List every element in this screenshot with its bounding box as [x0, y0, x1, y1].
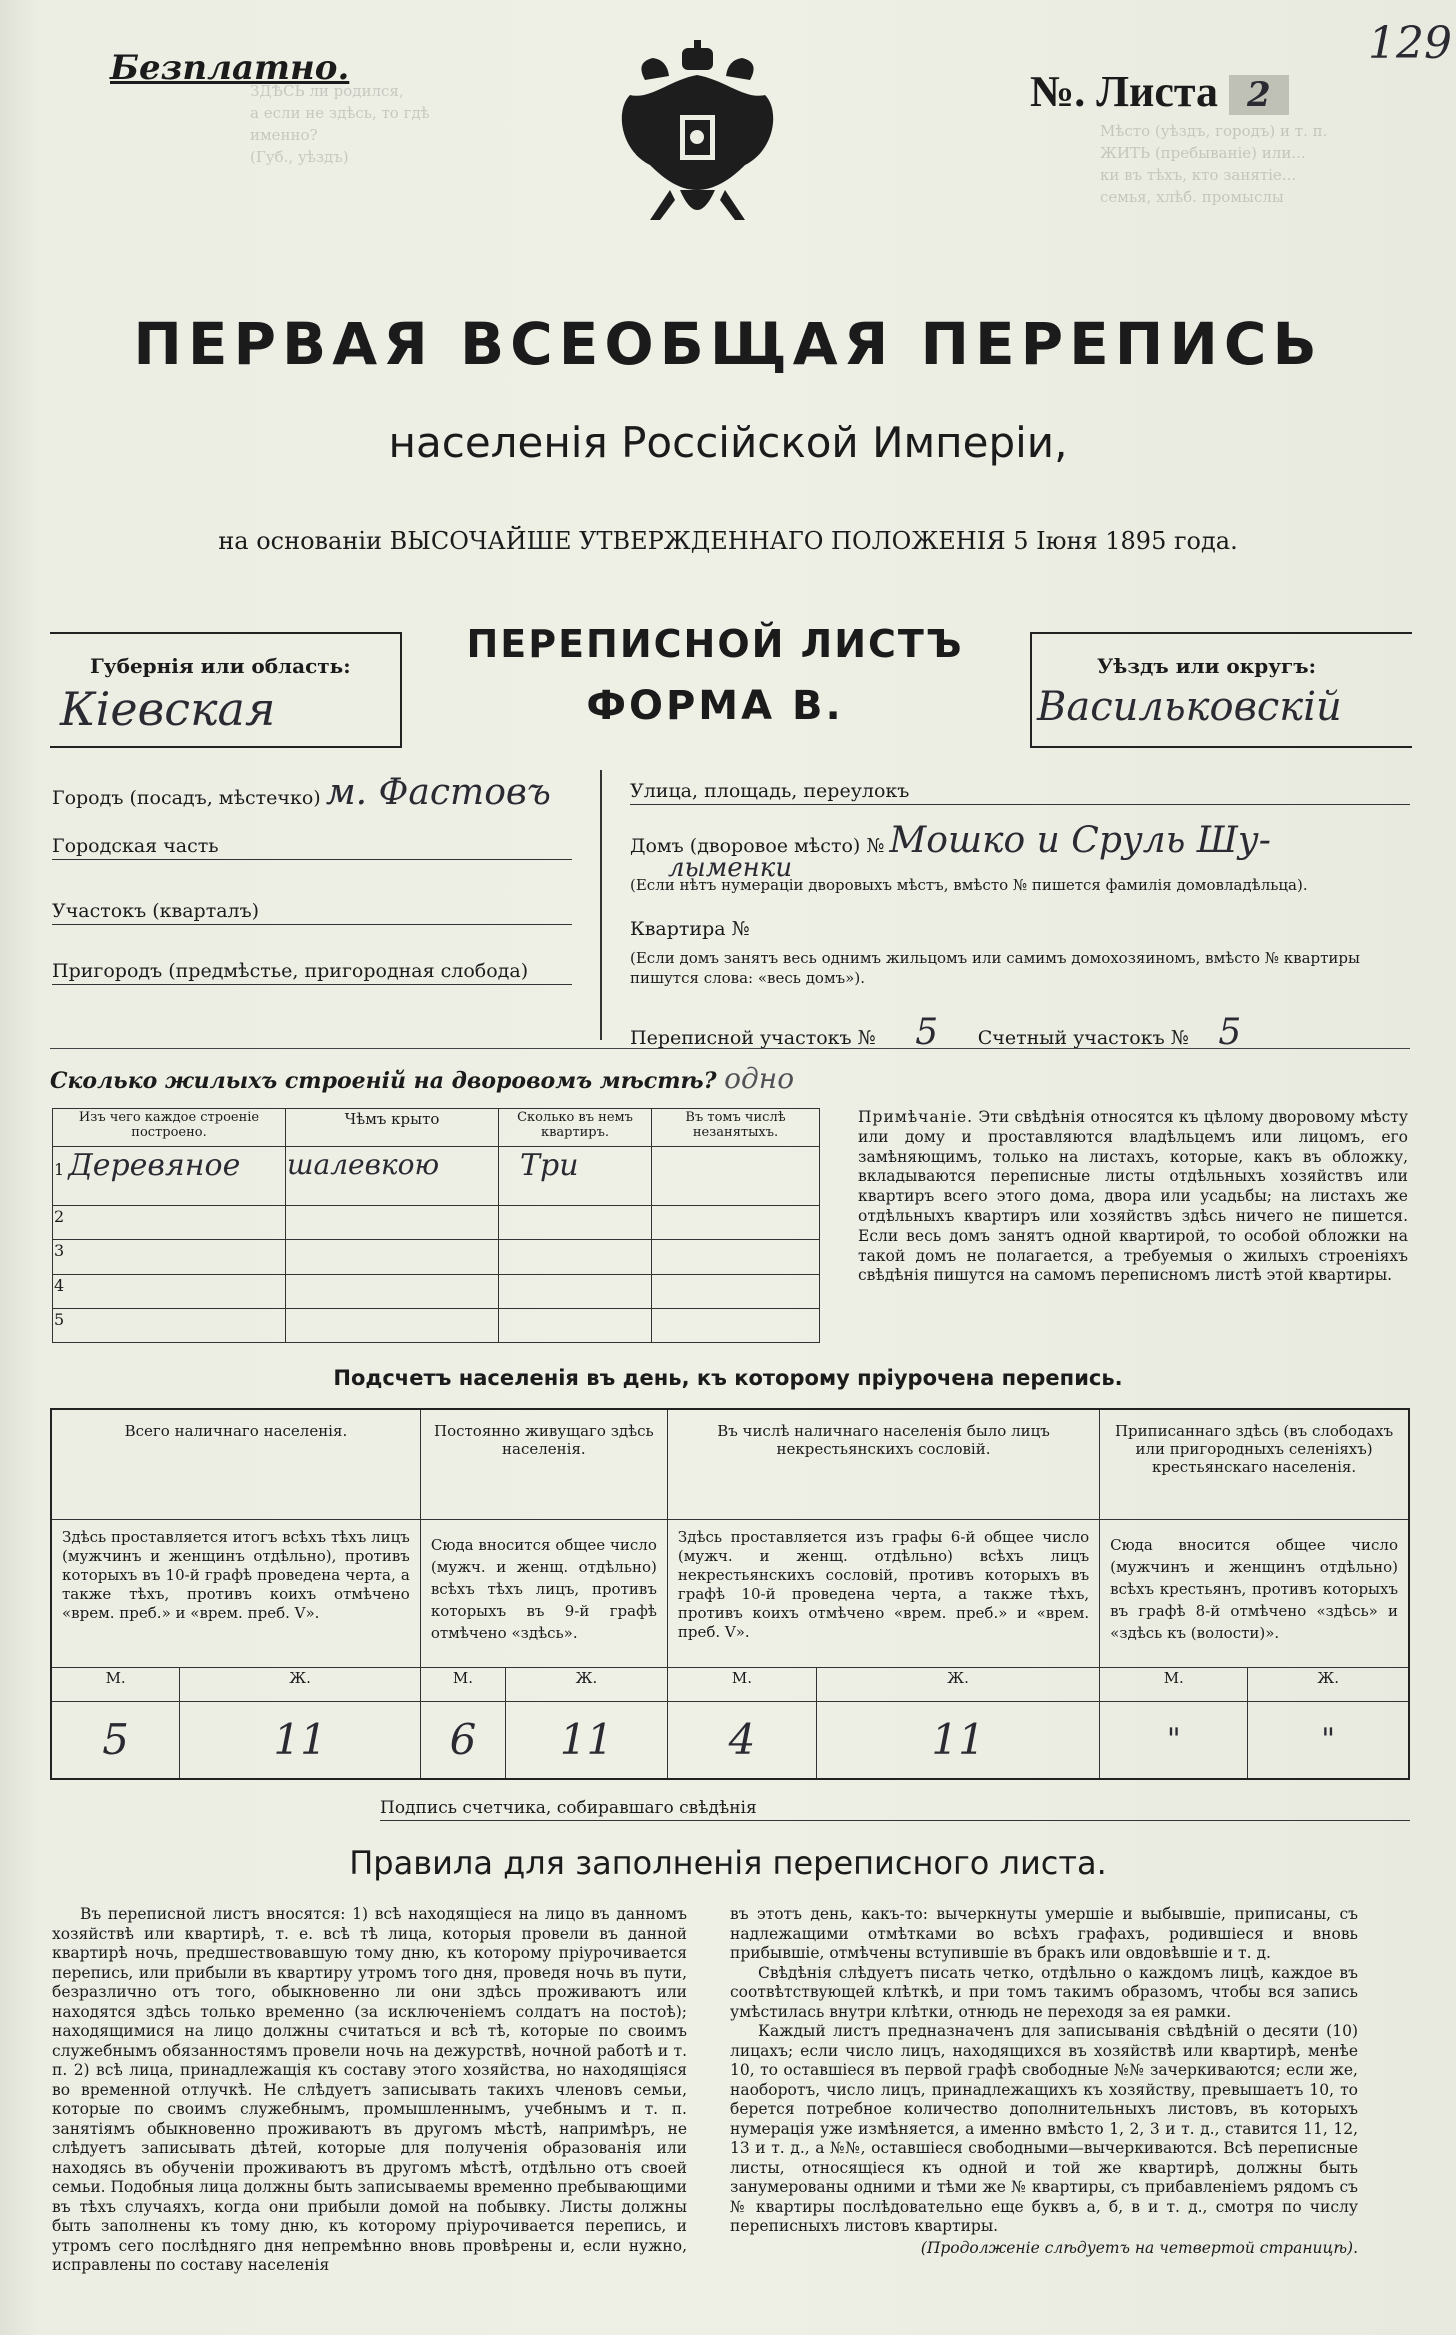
col-header: Изъ чего каждое строеніе построено. [53, 1109, 286, 1147]
population-title: Подсчетъ населенія въ день, къ которому пріурочена перепись. [333, 1366, 1123, 1390]
population-col-head: Всего наличнаго населенія. [51, 1409, 420, 1519]
apartment-row [630, 918, 1410, 940]
male-count: 5 [51, 1701, 180, 1779]
table-row [53, 1206, 820, 1240]
page-subtitle: населенія Россійской Имперіи, [388, 418, 1068, 467]
female-header: Ж. [817, 1667, 1100, 1701]
city-part-row [52, 835, 572, 860]
street-row [630, 780, 1410, 805]
city-value: м. Фастовъ [325, 772, 551, 813]
col-header: Чѣмъ крыто [286, 1109, 499, 1147]
table-row [53, 1308, 820, 1342]
apartment-label: Квартира № [630, 918, 750, 940]
population-col-body: Сюда вносится общее число (мужч. и женщ. отдѣльно) всѣхъ тѣхъ лицъ, противъ которыхъ въ 9-й графѣ отмѣчено «здѣсь». [420, 1519, 667, 1667]
gubernia-value: Кіевская [60, 682, 276, 736]
population-col-body: Здѣсь проставляется итогъ всѣхъ тѣхъ лицъ (мужчинъ и женщинъ отдѣльно), противъ которыхъ въ 10-й графѣ проведена черта, а также тѣхъ, противъ коихъ отмѣчено «врем. преб.» и «врем. преб. V». [51, 1519, 420, 1667]
rules-paragraph: въ этотъ день, какъ-то: вычеркнуты умершіе и выбывшіе, приписаны, съ надлежащими отмѣтками во всѣхъ графахъ, родившіеся и вновь прибывшіе, отмѣчены вступившіе въ бракъ или овдовѣвшіе и т. д. [730, 1905, 1358, 1962]
sheet-name: ПЕРЕПИСНОЙ ЛИСТЪ [466, 622, 964, 666]
rules-paragraph: Свѣдѣнія слѣдуетъ писать четко, отдѣльно о каждомъ лицѣ, каждое въ соотвѣтствующей клѣткѣ, и при томъ такимъ образомъ, чтобы вся запись умѣстилась внутри клѣтки, отнюдь не переходя за ея рамки. [730, 1963, 1358, 2021]
population-col-head: Приписаннаго здѣсь (въ слободахъ или пригородныхъ селеніяхъ) крестьянскаго населенія. [1100, 1409, 1409, 1519]
female-header: Ж. [180, 1667, 421, 1701]
district-row [52, 900, 572, 925]
form-name: ФОРМА В. [586, 683, 844, 729]
rules-paragraph: Въ переписной листъ вносятся: 1) всѣ находящіеся на лицо въ данномъ хозяйствѣ или квартирѣ, т. е. всѣ тѣ лица, которыя провели въ данной квартирѣ ночь, предшествовавшую тому дню, къ которому пріурочивается перепись, или прибыли въ квартиру утромъ того дня, проведя ночь въ пути, безразлично отъ того, обыкновенно ли они здѣсь проживаютъ или находятся здѣсь только временно (за исключеніемъ солдатъ на постоѣ); находящимися на лицо должны считаться и всѣ тѣ, которые по своимъ служебнымъ обязанностямъ провели ночь на дежурствѣ, ночной работѣ и т. п. 2) всѣ лица, принадлежащія къ составу этого хозяйства, но находящіяся во временной отлучкѣ. Не слѣдуетъ записывать такихъ членовъ семьи, которые по своимъ служебнымъ, промышленнымъ, учебнымъ и т. п. занятіямъ обыкновенно проживаютъ въ другомъ мѣстѣ, напримѣръ, не слѣдуетъ записывать дѣтей, которые для полученія образованія или находясь въ обученіи проживаютъ въ другомъ мѣстѣ, отдѣльно отъ своей семьи. Подобныя лица должны быть записываемы временно пребывающими въ тѣхъ случаяхъ, когда они прибыли домой на побывку. Листы должны быть заполнены къ тому дню, къ которому пріурочивается перепись, и утромъ сего послѣдняго дня непремѣнно вновь провѣрены и, если нужно, исправлены по составу населенія [52, 1905, 687, 2274]
bg-text: а если не здѣсь, то гдѣ [250, 104, 430, 122]
row-number: 2 [54, 1207, 65, 1227]
census-section-label: Переписной участокъ № [630, 1027, 876, 1049]
house-value: Мошко и Сруль Шу- [889, 820, 1271, 861]
address-bottom-rule [50, 1048, 1410, 1049]
district-label: Участокъ (кварталъ) [52, 900, 260, 922]
table-row [53, 1147, 820, 1206]
sections-row [630, 1012, 1410, 1053]
note-text: Эти свѣдѣнія относятся къ цѣлому дворовому мѣсту или дому и проставляются владѣльцемъ или лицомъ, его замѣняющимъ, только на листахъ, которые, какъ въ обложку, вкладываются переписные листы отдѣльныхъ хозяйствъ или квартиръ всего этого дома, двора или усадьбы; на листахъ же отдѣльныхъ квартиръ или хозяйствъ здѣсь ничего не пишется. Если весь домъ занятъ одной квартирой, то особой обложки на такой домъ не полагается, а требуемыя о жилыхъ строеніяхъ свѣдѣнія пишутся на самомъ переписномъ листѣ этой квартиры. [858, 1108, 1408, 1285]
col-header: Въ томъ числѣ незанятыхъ. [652, 1109, 820, 1147]
census-section-value: 5 [915, 1012, 939, 1053]
population-col-head: Въ числѣ наличнаго населенія было лицъ некрестьянскихъ сословій. [667, 1409, 1099, 1519]
female-count: 11 [506, 1701, 668, 1779]
gubernia-label: Губернія или область: [90, 654, 351, 678]
table-row [53, 1240, 820, 1274]
suburb-label: Пригородъ (предмѣстье, пригородная слобода) [52, 960, 529, 982]
address-divider [600, 770, 602, 1040]
rules-title: Правила для заполненія переписного листа. [349, 1844, 1107, 1882]
house-label: Домъ (дворовое мѣсто) № [630, 835, 885, 857]
population-col-body: Здѣсь проставляется изъ графы 6-й общее число (мужч. и женщ. отдѣльно) всѣхъ лицъ некрестьянскихъ сословій, противъ которыхъ въ графѣ 10-й проведена черта, а также тѣхъ, противъ коихъ отмѣчено «врем. преб.» и «врем. преб. V». [667, 1519, 1099, 1667]
rules-paragraph: Каждый листъ предназначенъ для записыванія свѣдѣній о десяти (10) лицахъ; если число лицъ, находящихся въ хозяйствѣ или квартирѣ, менѣе 10, то оставшіеся въ первой графѣ свободные №№ зачеркиваются; если же, наоборотъ, число лицъ, принадлежащихъ къ хозяйству, превышаетъ 10, то берется потребное количество дополнительныхъ листовъ, въ которыхъ нумерація уже измѣняется, а именно вмѣсто 1, 2, 3 и т. д., ставится 11, 12, 13 и т. д., а №№, оставшіеся свободными—вычеркиваются. Всѣ переписные листы, относящіеся къ одной и той же квартирѣ, должны быть занумерованы одними и тѣми же № квартиры, съ прибавленіемъ рядомъ съ № квартиры послѣдовательно еще буквъ а, б, в и т. д., смотря по числу переписныхъ листовъ квартиры. [730, 2022, 1358, 2235]
male-header: М. [1100, 1667, 1248, 1701]
uezd-label: Уѣздъ или округъ: [1097, 654, 1316, 678]
city-row [52, 772, 572, 813]
bg-text: ЗДѢСЬ ли родился, [250, 82, 404, 100]
rules-left-column [52, 1905, 687, 2276]
female-header: Ж. [1248, 1667, 1409, 1701]
bg-text: именно? [250, 126, 318, 144]
house-value-continued: лыменки [668, 853, 793, 883]
col-header: Сколько въ немъ квартиръ. [499, 1109, 652, 1147]
male-header: М. [51, 1667, 180, 1701]
apartments-cell: Три [520, 1148, 579, 1183]
bg-text: семья, хлѣб. промыслы [1100, 188, 1284, 206]
bleed-through-left [250, 80, 580, 300]
gubernia-box [50, 632, 402, 748]
bg-text: ЖИТЬ (пребываніе) или... [1100, 144, 1306, 162]
city-part-label: Городская часть [52, 835, 219, 857]
buildings-question-label: Сколько жилыхъ строеній на дворовомъ мѣстѣ? [50, 1068, 717, 1094]
bleed-through-right [1100, 120, 1430, 340]
male-header: М. [667, 1667, 816, 1701]
count-section-value: 5 [1218, 1012, 1242, 1053]
signature-label: Подпись счетчика, собиравшаго свѣдѣнія [380, 1798, 757, 1818]
material-cell: Деревяное [68, 1148, 241, 1183]
legal-basis: на основаніи ВЫСОЧАЙШЕ УТВЕРЖДЕННАГО ПОЛОЖЕНІЯ 5 Іюня 1895 года. [218, 527, 1238, 555]
buildings-question [50, 1062, 794, 1095]
male-count: " [1100, 1701, 1248, 1779]
row-number: 4 [54, 1275, 65, 1295]
bg-text: ки въ тѣхъ, кто занятіе... [1100, 166, 1297, 184]
count-section-label: Счетный участокъ № [977, 1027, 1189, 1049]
page-title: ПЕРВАЯ ВСЕОБЩАЯ ПЕРЕПИСЬ [133, 310, 1323, 378]
free-label: Безплатно. [110, 48, 350, 88]
row-number: 3 [54, 1241, 65, 1261]
imperial-eagle-emblem [610, 40, 785, 250]
buildings-note [858, 1108, 1408, 1286]
population-col-head: Постоянно живущаго здѣсь населенія. [420, 1409, 667, 1519]
sheet-number-value: 2 [1229, 75, 1289, 115]
buildings-table [52, 1108, 820, 1343]
city-label: Городъ (посадъ, мѣстечко) [52, 787, 321, 809]
uezd-value: Васильковскій [1037, 684, 1342, 730]
note-title: Примѣчаніе. [858, 1108, 974, 1126]
rules-continued-note: (Продолженіе слѣдуетъ на четвертой страницѣ). [920, 2238, 1358, 2257]
apartment-note: (Если домъ занятъ весь однимъ жильцомъ или самимъ домохозяиномъ, вмѣсто № квартиры пишутся слова: «весь домъ»). [630, 949, 1360, 987]
rules-right-column [730, 1905, 1358, 2258]
bg-text: (Губ., уѣздъ) [250, 148, 349, 166]
buildings-answer: одно [724, 1062, 795, 1095]
suburb-row [52, 960, 572, 985]
female-count: " [1248, 1701, 1409, 1779]
population-col-body: Сюда вносится общее число (мужчинъ и женщинъ отдѣльно) всѣхъ крестьянъ, противъ которыхъ въ графѣ 8-й отмѣчено «здѣсь» и «здѣсь къ (волости)». [1100, 1519, 1409, 1667]
vacant-cell [652, 1147, 820, 1206]
house-note: (Если нѣтъ нумераціи дворовыхъ мѣстъ, вмѣсто № пишется фамилія домовладѣльца). [630, 876, 1308, 894]
population-table [50, 1408, 1410, 1780]
female-count: 11 [180, 1701, 421, 1779]
male-header: М. [420, 1667, 505, 1701]
female-count: 11 [817, 1701, 1100, 1779]
corner-page-number: 129 [1368, 18, 1452, 69]
sheet-number-label: №. Листа [1030, 67, 1219, 116]
table-row [53, 1274, 820, 1308]
male-count: 4 [667, 1701, 816, 1779]
row-number: 1 [54, 1160, 65, 1179]
sheet-number [1030, 66, 1289, 117]
male-count: 6 [420, 1701, 505, 1779]
signature-row [380, 1798, 1410, 1821]
uezd-box [1030, 632, 1412, 748]
row-number: 5 [54, 1309, 65, 1329]
street-label: Улица, площадь, переулокъ [630, 780, 910, 802]
female-header: Ж. [506, 1667, 668, 1701]
bg-text: Мѣсто (уѣздъ, городъ) и т. п. [1100, 122, 1328, 140]
roof-cell: шалевкою [287, 1148, 440, 1181]
